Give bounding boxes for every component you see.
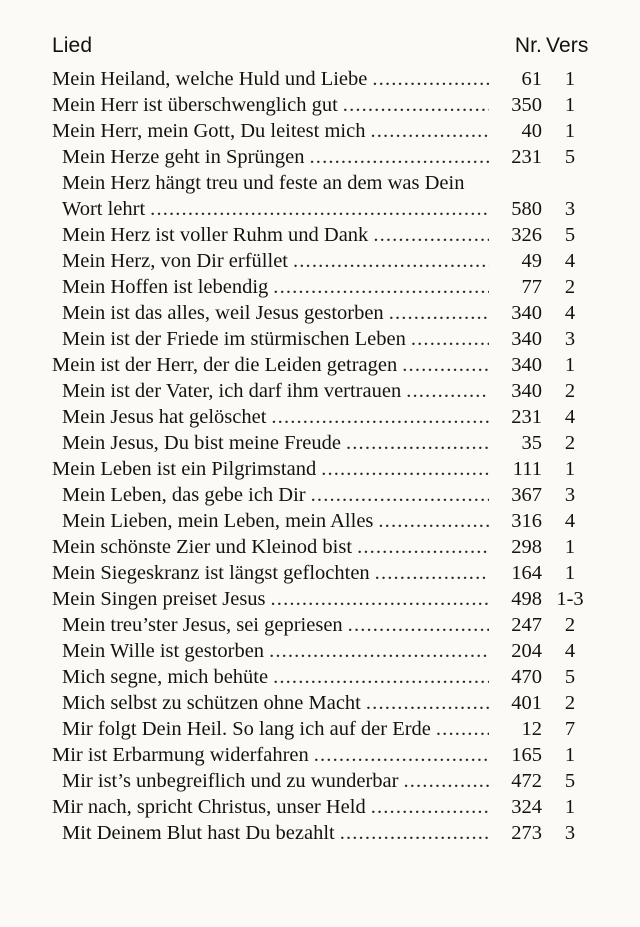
entry-title: Mein ist der Vater, ich darf ihm vertrauen: [62, 380, 402, 402]
entry-verse: 7: [564, 718, 576, 740]
entry-number: 350: [511, 94, 542, 116]
entry-body: [52, 560, 489, 586]
entry-verse: 1: [564, 120, 576, 142]
index-entry-row[interactable]: [52, 300, 589, 326]
entry-title: Mein Herr, mein Gott, Du leitest mich: [52, 120, 366, 142]
entry-title: Mein Herze geht in Sprüngen: [62, 146, 305, 168]
index-entry-row[interactable]: [52, 118, 589, 144]
entry-verse: 3: [564, 822, 576, 844]
entry-body: [52, 742, 489, 768]
dot-leader: [348, 615, 489, 635]
dot-leader: [340, 823, 489, 843]
entry-number: 231: [511, 146, 542, 168]
entry-number: 77: [521, 276, 542, 298]
entry-title: Mein schönste Zier und Kleinod bist: [52, 536, 353, 558]
dot-leader: [372, 69, 489, 89]
dot-leader: [273, 277, 489, 297]
entry-title: Mein Lieben, mein Leben, mein Alles: [62, 510, 374, 532]
entry-number: 472: [511, 770, 542, 792]
entry-body: [52, 92, 489, 118]
entry-title: Mein ist der Herr, der die Leiden getragen: [52, 354, 398, 376]
entry-number: 498: [511, 588, 542, 610]
dot-leader: [406, 381, 489, 401]
entry-number: 580: [511, 198, 542, 220]
entry-body: [52, 768, 489, 794]
dot-leader: [373, 225, 489, 245]
entry-number: 247: [511, 614, 542, 636]
entry-verse: 1: [564, 458, 576, 480]
index-entry-row[interactable]: [52, 768, 589, 794]
entry-verse: 1: [564, 94, 576, 116]
entry-title: Mein Heiland, welche Huld und Liebe: [52, 68, 368, 90]
dot-leader: [389, 303, 489, 323]
hymn-index-list: [52, 66, 589, 846]
entry-body: [52, 794, 489, 820]
entry-number: 35: [521, 432, 542, 454]
entry-body: [52, 820, 489, 846]
dot-leader: [403, 771, 489, 791]
entry-body: [52, 118, 489, 144]
entry-title: Mein Wille ist gestorben: [62, 640, 265, 662]
entry-number: 340: [511, 380, 542, 402]
entry-body: [52, 638, 489, 664]
entry-title: Mir ist’s unbegreiflich und zu wunderbar: [62, 770, 399, 792]
entry-verse: 2: [564, 276, 576, 298]
entry-verse: 4: [564, 302, 576, 324]
index-entry-row[interactable]: [52, 612, 589, 638]
column-header-vers: Vers: [546, 34, 589, 57]
entry-verse: 5: [564, 224, 576, 246]
entry-verse: 1: [564, 68, 576, 90]
dot-leader: [357, 537, 489, 557]
entry-number: 401: [511, 692, 542, 714]
entry-number: 231: [511, 406, 542, 428]
entry-verse: 1: [564, 744, 576, 766]
entry-title: Mein Leben, das gebe ich Dir: [62, 484, 306, 506]
index-entry-row[interactable]: [52, 534, 589, 560]
entry-body: [52, 248, 489, 274]
entry-verse: 1-3: [556, 588, 584, 610]
dot-leader: [273, 667, 489, 687]
index-entry-row[interactable]: [52, 326, 589, 352]
entry-body: [52, 378, 489, 404]
dot-leader: [321, 459, 489, 479]
entry-body: [52, 716, 489, 742]
entry-body: [52, 66, 489, 92]
entry-verse: 4: [564, 510, 576, 532]
entry-body: [52, 170, 489, 222]
index-entry-row[interactable]: [52, 456, 589, 482]
dot-leader: [293, 251, 489, 271]
entry-title: Mir nach, spricht Christus, unser Held: [52, 796, 366, 818]
entry-body: [52, 352, 489, 378]
entry-body: [52, 274, 489, 300]
entry-title: Mich segne, mich behüte: [62, 666, 269, 688]
dot-leader: [346, 433, 489, 453]
entry-number: 367: [511, 484, 542, 506]
index-entry-row[interactable]: [52, 482, 589, 508]
entry-verse: 1: [564, 796, 576, 818]
entry-number: 340: [511, 328, 542, 350]
entry-verse: 3: [564, 484, 576, 506]
entry-number: 12: [521, 718, 542, 740]
entry-number: 298: [511, 536, 542, 558]
entry-verse: 4: [564, 640, 576, 662]
entry-title: Mein Hoffen ist lebendig: [62, 276, 269, 298]
entry-title: Mein treu’ster Jesus, sei gepriesen: [62, 614, 343, 636]
entry-number: 61: [521, 68, 542, 90]
entry-title: Mir ist Erbarmung widerfahren: [52, 744, 309, 766]
entry-verse: 2: [564, 380, 576, 402]
index-entry-row[interactable]: [52, 690, 589, 716]
index-entry-row[interactable]: [52, 664, 589, 690]
index-entry-row[interactable]: [52, 638, 589, 664]
entry-title: Mit Deinem Blut hast Du bezahlt: [62, 822, 335, 844]
index-entry-row[interactable]: [52, 222, 589, 248]
entry-number: 316: [511, 510, 542, 532]
entry-verse: 1: [564, 536, 576, 558]
entry-verse: 2: [564, 692, 576, 714]
entry-body: [52, 456, 489, 482]
entry-title: Mein Siegeskranz ist längst geflochten: [52, 562, 370, 584]
index-entry-row[interactable]: [52, 170, 589, 222]
entry-title-text: Wort lehrt: [62, 198, 146, 220]
entry-verse: 5: [564, 770, 576, 792]
entry-title: Mein ist der Friede im stürmischen Leben: [62, 328, 406, 350]
entry-body: [52, 300, 489, 326]
dot-leader: [314, 745, 489, 765]
entry-number: 324: [511, 796, 542, 818]
index-entry-row[interactable]: [52, 248, 589, 274]
entry-title: Mich selbst zu schützen ohne Macht: [62, 692, 361, 714]
dot-leader: [402, 355, 489, 375]
dot-leader: [343, 95, 489, 115]
index-entry-row[interactable]: [52, 66, 589, 92]
dot-leader: [375, 563, 489, 583]
entry-title: Mein Jesus, Du bist meine Freude: [62, 432, 341, 454]
index-entry-row[interactable]: [52, 794, 589, 820]
dot-leader: [371, 797, 489, 817]
entry-verse: 1: [564, 562, 576, 584]
index-entry-row[interactable]: [52, 404, 589, 430]
dot-leader: [378, 511, 489, 531]
column-header-nr: Nr.: [514, 34, 542, 57]
dot-leader: [436, 719, 489, 739]
entry-number: 340: [511, 354, 542, 376]
dot-leader: [269, 641, 489, 661]
index-entry-row[interactable]: [52, 820, 589, 846]
dot-leader: [366, 693, 489, 713]
dot-leader: [150, 199, 489, 219]
entry-verse: 4: [564, 250, 576, 272]
entry-number: 164: [511, 562, 542, 584]
column-header-lied: Lied: [52, 34, 93, 57]
entry-number: 273: [511, 822, 542, 844]
entry-title: Mein Herz hängt treu und feste an dem was Dein: [62, 172, 465, 194]
index-entry-row[interactable]: [52, 92, 589, 118]
entry-body: [52, 482, 489, 508]
entry-body: [52, 586, 489, 612]
index-entry-row[interactable]: [52, 560, 589, 586]
entry-title: Mein Leben ist ein Pilgrimstand: [52, 458, 317, 480]
index-entry-row[interactable]: [52, 508, 589, 534]
entry-verse: 1: [564, 354, 576, 376]
dot-leader: [271, 407, 489, 427]
entry-verse: 5: [564, 666, 576, 688]
entry-verse: 3: [564, 328, 576, 350]
entry-title: Mein Herz, von Dir erfüllet: [62, 250, 288, 272]
entry-body: [52, 664, 489, 690]
entry-verse: 2: [564, 614, 576, 636]
entry-body: [52, 508, 489, 534]
index-entry-row[interactable]: [52, 378, 589, 404]
dot-leader: [411, 329, 489, 349]
entry-title: Mein ist das alles, weil Jesus gestorben: [62, 302, 384, 324]
entry-number: 40: [521, 120, 542, 142]
entry-body: [52, 404, 489, 430]
entry-number: 111: [512, 458, 542, 480]
entry-body: [52, 534, 489, 560]
entry-number: 326: [511, 224, 542, 246]
index-entry-row[interactable]: [52, 586, 589, 612]
entry-title: Mein Herr ist überschwenglich gut: [52, 94, 338, 116]
entry-body: [52, 144, 489, 170]
dot-leader: [311, 485, 489, 505]
entry-verse: 2: [564, 432, 576, 454]
index-entry-row[interactable]: [52, 430, 589, 456]
dot-leader: [370, 121, 489, 141]
entry-body: [52, 326, 489, 352]
entry-title: Mein Herz ist voller Ruhm und Dank: [62, 224, 369, 246]
index-entry-row[interactable]: [52, 352, 589, 378]
entry-title: Mein Jesus hat gelöschet: [62, 406, 267, 428]
entry-body: [52, 222, 489, 248]
entry-number: 340: [511, 302, 542, 324]
dot-leader: [310, 147, 489, 167]
index-entry-row[interactable]: [52, 716, 589, 742]
entry-title-continuation: [62, 196, 489, 222]
entry-verse: 4: [564, 406, 576, 428]
entry-body: [52, 612, 489, 638]
entry-verse: 5: [564, 146, 576, 168]
entry-title: Mein Singen preiset Jesus: [52, 588, 266, 610]
entry-verse: 3: [564, 198, 576, 220]
entry-body: [52, 430, 489, 456]
index-entry-row[interactable]: [52, 274, 589, 300]
entry-body: [52, 690, 489, 716]
entry-number: 49: [521, 250, 542, 272]
entry-number: 204: [511, 640, 542, 662]
entry-number: 165: [511, 744, 542, 766]
entry-title: Mir folgt Dein Heil. So lang ich auf der Erde: [62, 718, 431, 740]
index-entry-row[interactable]: [52, 742, 589, 768]
index-entry-row[interactable]: [52, 144, 589, 170]
dot-leader: [271, 589, 489, 609]
entry-number: 470: [511, 666, 542, 688]
column-header-row: [52, 33, 589, 63]
